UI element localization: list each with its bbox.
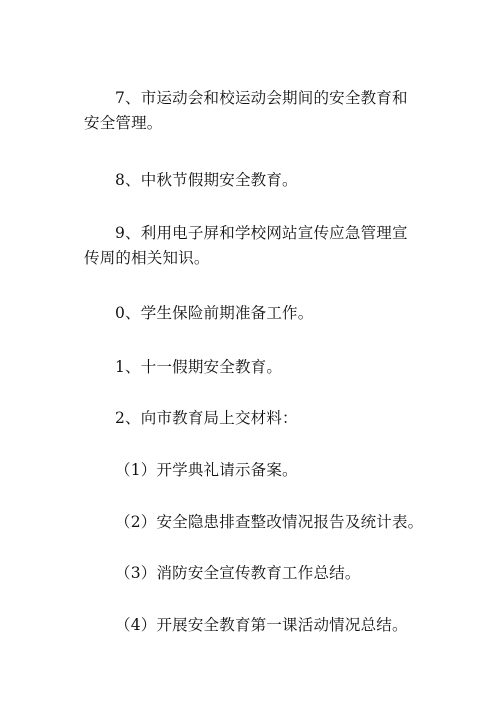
- paragraph-item-2: 2、向市教育局上交材料：: [115, 409, 298, 427]
- paragraph-item-0: 0、学生保险前期准备工作。: [115, 304, 314, 322]
- paragraph-item-9: 9、利用电子屏和学校网站宣传应急管理宣传周的相关知识。: [84, 224, 408, 267]
- paragraph-item-1: 1、十一假期安全教育。: [115, 358, 283, 376]
- sub-item-3: （3）消防安全宣传教育工作总结。: [115, 564, 361, 582]
- paragraph-item-8: 8、中秋节假期安全教育。: [115, 171, 298, 189]
- sub-item-2: （2）安全隐患排查整改情况报告及统计表。: [115, 513, 424, 531]
- sub-item-1: （1）开学典礼请示备案。: [115, 461, 298, 479]
- paragraph-item-7: 7、市运动会和校运动会期间的安全教育和安全管理。: [84, 89, 408, 132]
- sub-item-4: （4）开展安全教育第一课活动情况总结。: [115, 616, 408, 634]
